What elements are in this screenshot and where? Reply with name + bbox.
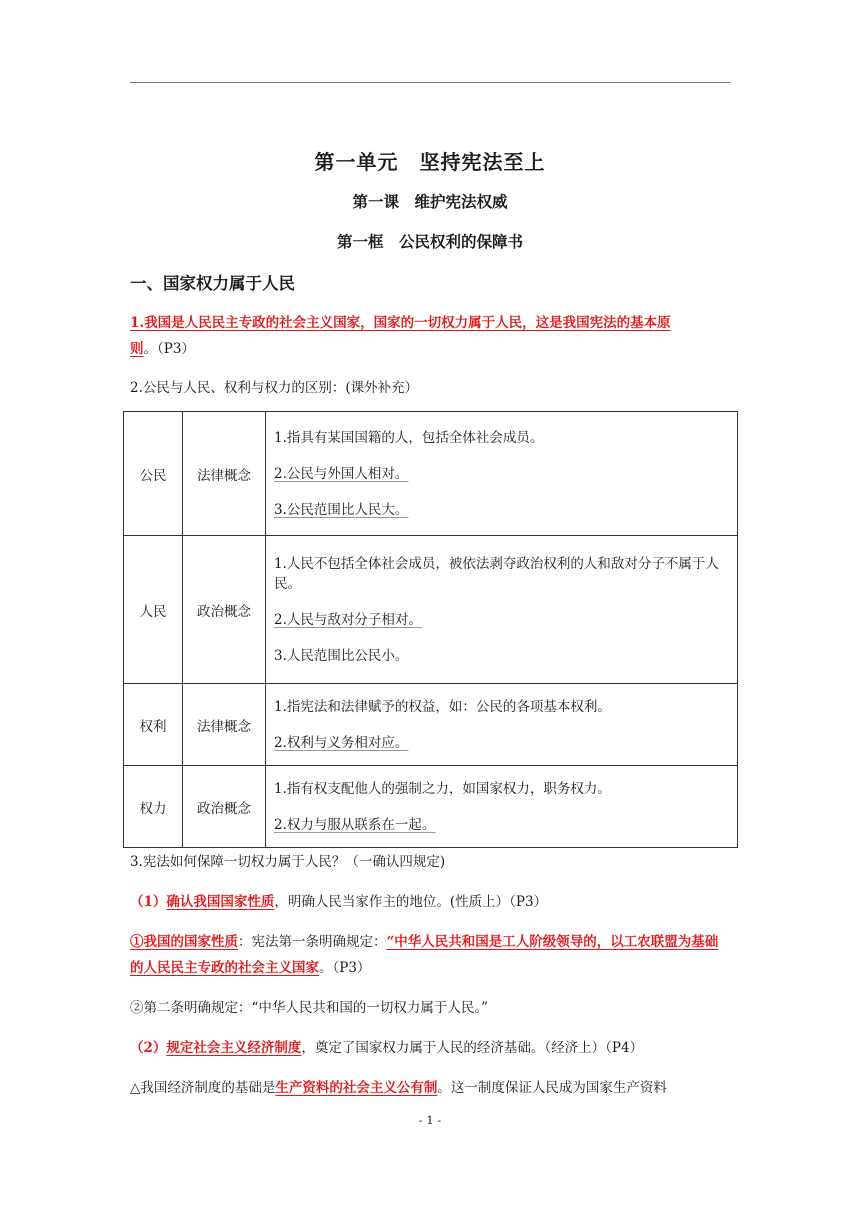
principle-text: 1.我国是人民民主专政的社会主义国家，国家的一切权力属于人民，这是我国宪法的基本原则 bbox=[130, 315, 671, 357]
type-cell: 政治概念 bbox=[183, 536, 266, 684]
quote: “中华人民共和国是工人阶级领导的，以工农联盟为基础的人民民主专政的社会主义国家 bbox=[130, 934, 719, 976]
table-row bbox=[124, 766, 738, 848]
point: 1.指宪法和法律赋予的权益，如：公民的各项基本权利。 bbox=[274, 698, 611, 715]
type-cell: 政治概念 bbox=[183, 766, 266, 848]
point-number: （2） bbox=[130, 1040, 167, 1056]
point: 3.人民范围比公民小。 bbox=[274, 647, 409, 664]
type-cell: 法律概念 bbox=[183, 412, 266, 536]
term-cell: 公民 bbox=[124, 412, 183, 536]
lesson-title: 第一课 维护宪法权威 bbox=[352, 193, 508, 211]
point-rest: ，奠定了国家权力属于人民的经济基础。（经济上）（P4） bbox=[301, 1040, 644, 1056]
paragraph-article-1 bbox=[130, 929, 730, 981]
term-cell: 人民 bbox=[124, 536, 183, 684]
point: 2.权利与义务相对应。 bbox=[274, 734, 409, 751]
point-key: 规定社会主义经济制度 bbox=[166, 1040, 302, 1056]
point: 2.权力与服从联系在一起。 bbox=[274, 816, 436, 833]
text: ：宪法第一条明确规定： bbox=[238, 934, 387, 950]
comparison-table bbox=[123, 411, 738, 848]
reference: 。（P3） bbox=[319, 960, 371, 976]
point: 3.公民范围比人民大。 bbox=[274, 501, 409, 518]
section-heading: 一、国家权力属于人民 bbox=[130, 274, 295, 293]
points-cell bbox=[266, 412, 738, 536]
principle-ref: 。（P3） bbox=[143, 341, 195, 357]
type-cell: 法律概念 bbox=[183, 684, 266, 766]
term-cell: 权力 bbox=[124, 766, 183, 848]
key-phrase: ①我国的国家性质 bbox=[130, 934, 238, 950]
term-cell: 权利 bbox=[124, 684, 183, 766]
point: 1.指具有某国国籍的人，包括全体社会成员。 bbox=[274, 429, 544, 446]
table-row bbox=[124, 412, 738, 536]
header-rule bbox=[130, 82, 730, 83]
table-row bbox=[124, 536, 738, 684]
points-cell bbox=[266, 536, 738, 684]
paragraph-economy bbox=[130, 1075, 730, 1101]
table-row bbox=[124, 684, 738, 766]
text: 。这一制度保证人民成为国家生产资料 bbox=[437, 1080, 667, 1096]
page-number: - 1 - bbox=[418, 1113, 442, 1127]
point-number: （1） bbox=[130, 894, 167, 910]
paragraph-question: 3.宪法如何保障一切权力属于人民？（一确认四规定) bbox=[130, 854, 446, 870]
points-cell bbox=[266, 766, 738, 848]
paragraph-point-1 bbox=[130, 889, 730, 915]
frame-title: 第一框 公民权利的保障书 bbox=[336, 233, 523, 251]
paragraph-article-2: ②第二条明确规定：“中华人民共和国的一切权力属于人民。” bbox=[130, 1000, 489, 1016]
point: 1.人民不包括全体社会成员，被依法剥夺政治权利的人和敌对分子不属于人民。 bbox=[274, 555, 719, 592]
paragraph-principle bbox=[130, 310, 730, 362]
unit-title: 第一单元 坚持宪法至上 bbox=[314, 150, 546, 174]
point-rest: ，明确人民当家作主的地位。(性质上）（P3） bbox=[274, 894, 548, 910]
paragraph-point-2 bbox=[130, 1035, 730, 1061]
point-key: 确认我国国家性质 bbox=[166, 894, 275, 910]
point: 1.指有权支配他人的强制之力，如国家权力，职务权力。 bbox=[274, 780, 611, 797]
point: 2.人民与敌对分子相对。 bbox=[274, 611, 422, 628]
text: △我国经济制度的基础是 bbox=[130, 1080, 276, 1096]
key-phrase: 生产资料的社会主义公有制 bbox=[275, 1080, 438, 1096]
points-cell bbox=[266, 684, 738, 766]
point: 2.公民与外国人相对。 bbox=[274, 465, 409, 482]
paragraph-distinction: 2.公民与人民、权利与权力的区别：(课外补充） bbox=[130, 380, 419, 396]
